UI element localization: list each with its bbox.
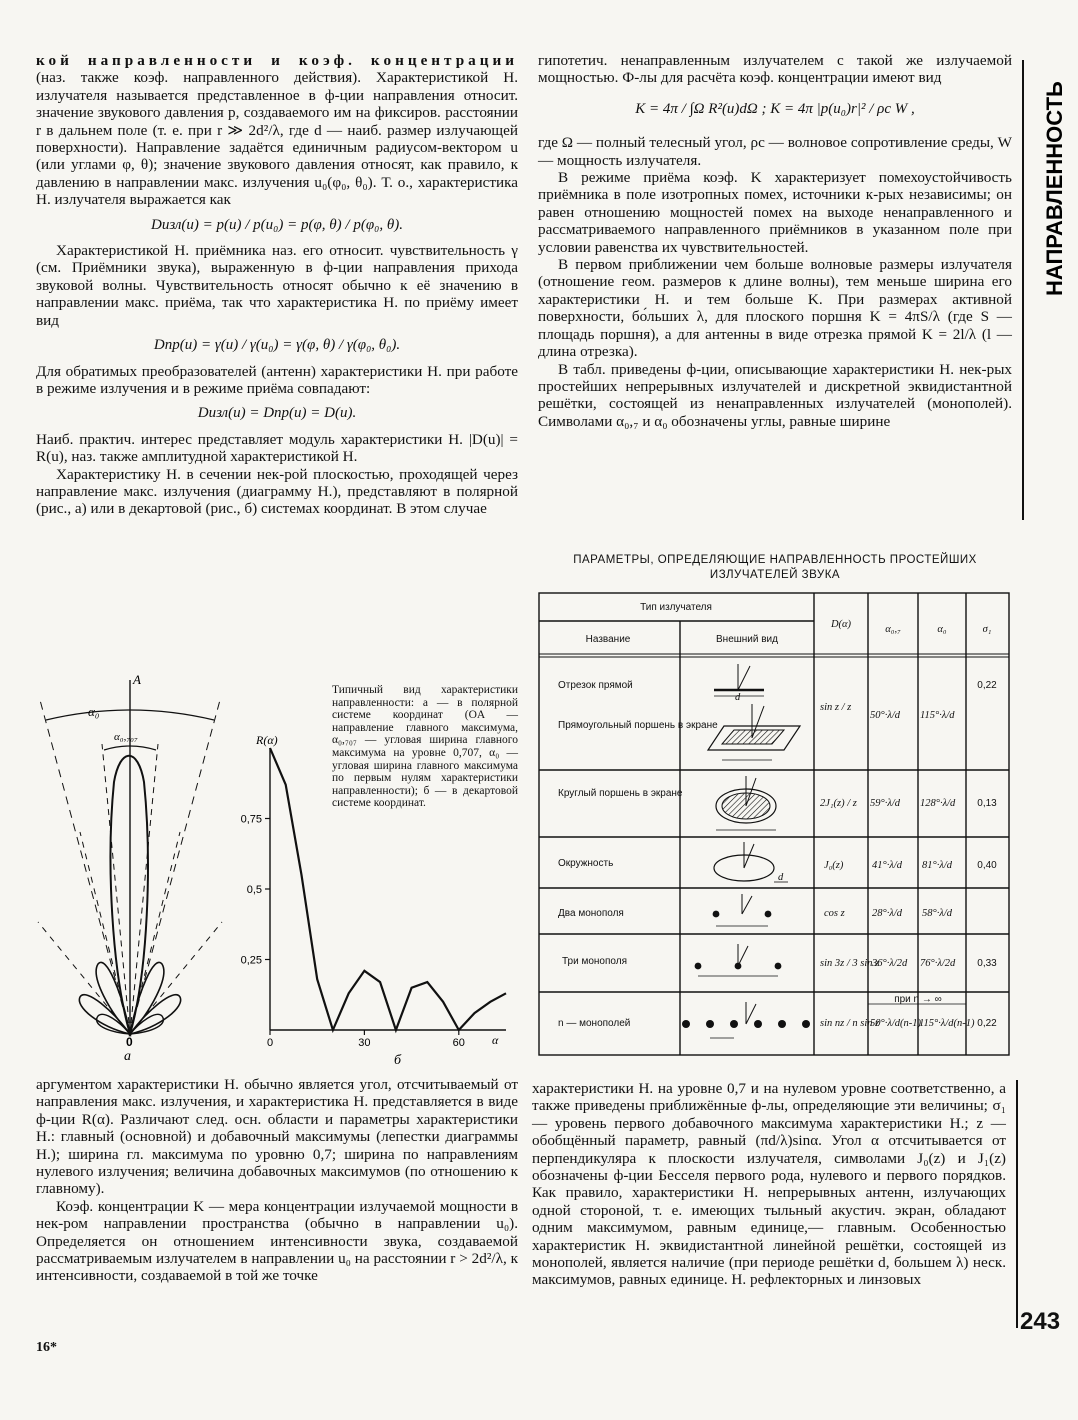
rect-piston-sketch bbox=[708, 704, 800, 760]
formula-equal: Dизл(u) = Dпр(u) = D(u). bbox=[197, 405, 357, 422]
paragraph bbox=[36, 52, 518, 209]
cell-a07: 59°·λ/d bbox=[870, 798, 901, 809]
right-column-top bbox=[538, 52, 1012, 430]
header-view: Внешний вид bbox=[716, 634, 778, 645]
paragraph: Характеристику Н. в сечении нек-рой плоскостью, проходящей через направление макс. излучения (диаграмму Н.), представляют в полярной (рис., а) или в декартовой (рис., б) системах координат. В этом случае bbox=[36, 465, 518, 518]
cell-D: sin nz / n sin z bbox=[820, 1018, 880, 1029]
cell-a07: 28°·λ/d bbox=[872, 908, 903, 919]
paragraph: характеристики Н. на уровне 0,7 и на нулевом уровне соответственно, а также приведены приближённые ф-лы, определяющие эти величины; σ₁ — уровень первого добавочного максимума характеристики Н.; z — обобщённый параметр, равный (πd/λ)sinα. Угол α отсчитывается от перпендикуляра к плоскости излучателя, символами J₀(z) и J₁(z) обозначены ф-ции Бесселя первого рода, нулевого и первого порядков. Как правило, характеристики Н. непрерывных антенн, излучающих одной стороной, т. е. имеющих тыльный акустич. экран, обладают одним максимумом, равным единице,— главным. Особенностью характеристик Н. эквидистантной линейной решётки, состоящей из монополей, является наличие (при периоде решётки d, большем λ) неск. максимумов, равных единице. Н. рефлекторных и линзовых bbox=[532, 1080, 1006, 1289]
formula-reception: Dпр(u) = γ(u) / γ(u₀) = γ(φ, θ) / γ(φ₀, θ₀). bbox=[153, 337, 401, 354]
header-s1: σ₁ bbox=[982, 624, 992, 635]
term-spaced: кой направленности и коэф. концентрации bbox=[36, 52, 518, 69]
paragraph: Наиб. практич. интерес представляет модуль характеристики Н. |D(u)| = R(u), наз. также амплитудной характеристикой Н. bbox=[36, 430, 518, 466]
cell-a07: 41°·λ/d bbox=[872, 860, 903, 871]
paragraph: где Ω — полный телесный угол, ρc — волновое сопротивление среды, W — мощность излучателя. bbox=[538, 134, 1012, 169]
header-name: Название bbox=[585, 634, 631, 645]
header-a0: α₀ bbox=[937, 624, 947, 635]
paragraph: Характеристикой Н. приёмника наз. его относит. чувствительность γ (см. Приёмники звука), выраженную в ф-ции направления прихода звуковой волны. Чувствительность относят обычно к её значению в направлении макс. приёма, так что характеристика Н. по приёму имеет вид bbox=[36, 242, 518, 329]
figure-caption: Типичный вид характеристики направленности: а — в полярной системе координат (OA — направление главного максимума, α₀,₇₀₇ — угловая ширина главного максимума на уровне 0,707, α₀ — угловая ширина главного максимума по первым нулям характеристики направленности); б — в декартовой системе координат. bbox=[332, 684, 518, 810]
cell-a0: 115°·λ/d(n-1) bbox=[919, 1018, 975, 1029]
table-title bbox=[540, 553, 1010, 583]
table-title-line: ПАРАМЕТРЫ, ОПРЕДЕЛЯЮЩИЕ НАПРАВЛЕННОСТЬ ПРОСТЕЙШИХ bbox=[573, 554, 977, 566]
polar-diagram bbox=[38, 672, 222, 1064]
row-name: Три монополя bbox=[562, 956, 627, 967]
section-title bbox=[1034, 60, 1074, 300]
cell-a07: 36°·λ/2d bbox=[872, 958, 908, 969]
y-tick-label: 0,75 bbox=[240, 813, 262, 826]
cell-s1: 0,13 bbox=[977, 798, 997, 809]
two-monopoles-sketch bbox=[713, 894, 772, 926]
row-name: Прямоугольный поршень в экране bbox=[558, 720, 718, 731]
table-border bbox=[539, 593, 1009, 1055]
paragraph: В табл. приведены ф-ции, описывающие характеристики Н. нек-рых простейших непрерывных излучателей и дискретной эквидистантной решётки, состоящей из ненаправленных излучателей (монополей). Символами α₀,₇ и α₀ обозначены углы, равные ширине bbox=[538, 360, 1012, 430]
svg-text:d: d bbox=[778, 872, 784, 883]
cell-a0: 76°·λ/2d bbox=[920, 958, 956, 969]
main-lobe bbox=[111, 756, 148, 1034]
row-name: Отрезок прямой bbox=[558, 680, 633, 691]
formula-concentration: K = 4π / ∫Ω R²(u)dΩ ; K = 4π |p(u₀)r|² / ρc W , bbox=[635, 100, 915, 117]
table-title-line: ИЗЛУЧАТЕЛЕЙ ЗВУКА bbox=[709, 569, 841, 581]
section-title-text: НАПРАВЛЕННОСТЬ bbox=[1042, 81, 1067, 296]
row-name: Окружность bbox=[558, 858, 614, 869]
n-monopoles-sketch bbox=[682, 1002, 810, 1038]
page-number: 243 bbox=[1020, 1308, 1061, 1335]
label-a: а bbox=[124, 1049, 131, 1064]
x-tick-label: 0 bbox=[266, 1037, 274, 1049]
paragraph: гипотетич. ненаправленным излучателем с такой же излучаемой мощностью. Ф-лы для расчёта коэф. концентрации имеют вид bbox=[538, 52, 1012, 87]
n-note: при n → ∞ bbox=[894, 994, 942, 1005]
label-alpha0: α₀ bbox=[88, 704, 100, 719]
cell-a07: 50°·λ/d(n-1) bbox=[870, 1018, 922, 1029]
paragraph: В первом приближении чем больше волновые размеры излучателя (отношение геом. размеров к длине волны), тем меньше ширина его характеристики Н. и тем больше K. При размерах активной поверхности, бо́льших λ, для плоского поршня K = 4πS/λ (где S — площадь поршня), а для антенны в виде отрезка прямой K = 2l/λ (l — длина отрезка). bbox=[538, 256, 1012, 361]
label-A: A bbox=[133, 672, 141, 687]
paragraph: Для обратимых преобразователей (антенн) характеристики Н. при работе в режиме излучения и в режиме приёма совпадают: bbox=[36, 362, 518, 397]
y-axis-label: R(α) bbox=[256, 733, 278, 747]
margin-rule bbox=[1016, 1080, 1018, 1328]
row-name: n — монополей bbox=[558, 1018, 631, 1029]
circular-piston-sketch bbox=[716, 776, 776, 830]
paragraph: аргументом характеристики Н. обычно является угол, отсчитываемый от направления макс. излучения, и характеристика Н. представляется в виде ф-ции R(α). Различают след. осн. области и параметры характеристики Н.: главный (основной) и добавочный максимумы (лепестки диаграммы Н.); ширина гл. максимума по уровню 0,7; ширина по направлениям нулевого излучения; величина добавочных максимумов (по отношению к главному). bbox=[36, 1076, 518, 1198]
cell-D: cos z bbox=[824, 908, 845, 919]
svg-text:d: d bbox=[735, 692, 741, 703]
x-tick-label: 60 bbox=[452, 1037, 465, 1049]
cell-s1: 0,22 bbox=[977, 1018, 997, 1029]
cell-D: sin 3z / 3 sin z bbox=[820, 958, 880, 969]
label-origin: 0 bbox=[126, 1035, 133, 1049]
left-column-top bbox=[36, 52, 518, 518]
row-s1: 0,22 bbox=[977, 680, 997, 691]
label-b: б bbox=[394, 1053, 402, 1068]
x-axis-label: α bbox=[492, 1033, 499, 1047]
header-type: Тип излучателя bbox=[640, 602, 712, 613]
row-name: Два монополя bbox=[558, 908, 624, 919]
paragraph: Коэф. концентрации K — мера концентрации излучаемой мощности в нек-ром направлении пространства (обычно в направлении u₀). Определяется он отношением интенсивности звука, создаваемой рассматриваемым излучателем в направлении u₀ на расстоянии r > 2d²/λ, к интенсивности, создаваемой в той же точке bbox=[36, 1197, 518, 1285]
three-monopoles-sketch bbox=[695, 944, 782, 976]
cell-a0: 128°·λ/d bbox=[920, 798, 956, 809]
line-segment-sketch bbox=[714, 664, 764, 703]
cell-D: sin z / z bbox=[820, 702, 852, 713]
y-tick-label: 0,25 bbox=[240, 954, 262, 967]
cell-s1: 0,40 bbox=[977, 860, 997, 871]
x-tick-label: 30 bbox=[358, 1037, 371, 1049]
cell-a07: 50°·λ/d bbox=[870, 710, 901, 721]
parameter-table bbox=[538, 592, 1010, 1056]
cell-a0: 115°·λ/d bbox=[920, 710, 955, 721]
header-D: D(α) bbox=[830, 619, 852, 630]
cell-a0: 58°·λ/d bbox=[922, 908, 953, 919]
formula-emission: Dизл(u) = p(u) / p(u₀) = p(φ, θ) / p(φ₀, θ). bbox=[151, 216, 403, 233]
ring-sketch bbox=[714, 842, 788, 883]
cell-D: J₀(z) bbox=[824, 860, 844, 871]
cell-s1: 0,33 bbox=[977, 958, 997, 969]
header-a07: α₀,₇ bbox=[885, 624, 901, 635]
right-column-bottom bbox=[532, 1080, 1006, 1289]
left-column-bottom bbox=[36, 1076, 518, 1285]
cell-a0: 81°·λ/d bbox=[922, 860, 953, 871]
row-name: Круглый поршень в экране bbox=[558, 788, 683, 799]
margin-rule bbox=[1022, 60, 1024, 520]
paragraph: В режиме приёма коэф. K характеризует помехоустойчивость приёмника в поле изотропных помех, источники к-рых независимы; он равен отношению мощностей помех на выходе ненаправленного и рассматриваемого направленного приёмников в указанном поле при условии равенства их чувствительностей. bbox=[538, 169, 1012, 256]
signature-mark: 16* bbox=[36, 1340, 57, 1355]
cell-D: 2J₁(z) / z bbox=[820, 798, 857, 809]
label-alpha707: α₀,₇₀₇ bbox=[114, 731, 138, 743]
half-power-direction bbox=[102, 744, 130, 1034]
paragraph-text: (наз. также коэф. направленного действия). Характеристикой Н. излучателя называется представленное в ф-ции направления относит. значение звукового давления p, создаваемого им на фиксиров. расстоянии r в дальнем поле (т. е. при r ≫ 2d²/λ, где d — наиб. размер излучающей поверхности). Направление задаётся единичным радиусом-вектором u (или углами φ, θ); значение звукового давления относят, как правило, к давлению в направлении макс. излучения u₀(φ₀, θ₀). Т. о., характеристика Н. излучателя выражается как bbox=[36, 69, 518, 209]
y-tick-label: 0,5 bbox=[246, 884, 262, 896]
